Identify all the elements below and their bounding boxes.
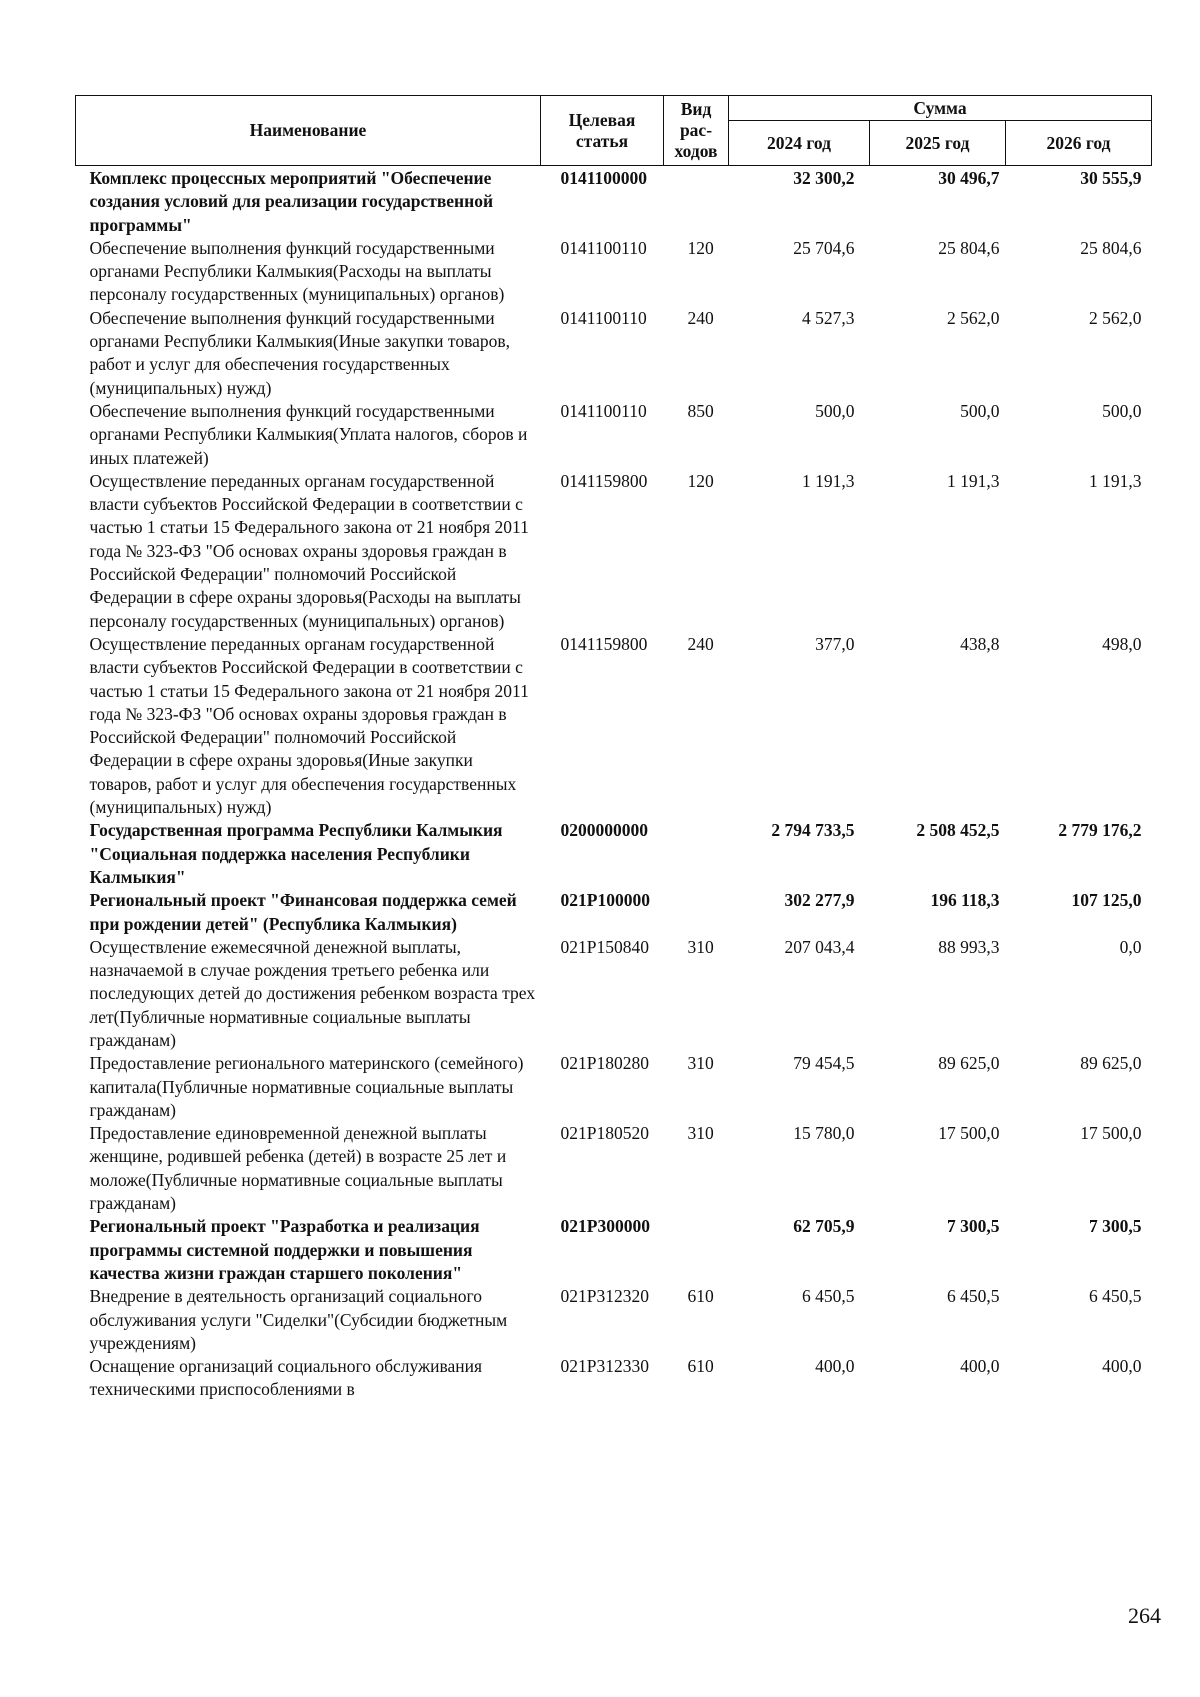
- row-sum-2024: 15 780,0: [793, 1123, 855, 1144]
- table-row: [76, 1052, 1152, 1122]
- row-sum-2024: 377,0: [815, 633, 855, 654]
- row-sum-2026: 107 125,0: [1071, 890, 1142, 911]
- header-name: Наименование: [76, 96, 541, 166]
- row-sum-2026: 2 779 176,2: [1058, 820, 1142, 841]
- table-body: [76, 166, 1152, 1402]
- table-row: [76, 1285, 1152, 1355]
- row-expense-type: 310: [687, 1053, 714, 1074]
- row-name: Предоставление единовременной денежной выплаты женщине, родившей ребенка (детей) в возрасте 25 лет и моложе(Публичные нормативные социальные выплаты гражданам): [89, 1123, 507, 1214]
- row-expense-type: 610: [687, 1286, 714, 1307]
- row-name: Обеспечение выполнения функций государственными органами Республики Калмыкия(Уплата налогов, сборов и иных платежей): [89, 400, 528, 468]
- table-row: [76, 237, 1152, 307]
- table-row: [76, 936, 1152, 1052]
- row-name: Государственная программа Республики Калмыкия "Социальная поддержка населения Республики Калмыкия": [89, 820, 503, 887]
- row-sum-2026: 25 804,6: [1080, 237, 1142, 258]
- row-sum-2026: 498,0: [1102, 633, 1142, 654]
- row-target-article: 0141100000: [560, 168, 648, 188]
- row-expense-type: 610: [687, 1356, 714, 1377]
- row-name: Региональный проект "Финансовая поддержка семей при рождении детей" (Республика Калмыкия): [89, 890, 517, 934]
- row-target-article: 021P180520: [560, 1123, 649, 1144]
- row-sum-2025: 25 804,6: [938, 237, 1000, 258]
- row-sum-2026: 17 500,0: [1080, 1123, 1142, 1144]
- row-expense-type: 120: [687, 237, 714, 258]
- row-sum-2024: 302 277,9: [784, 890, 855, 911]
- header-year-2026: 2026 год: [1006, 121, 1152, 166]
- row-sum-2024: 400,0: [815, 1356, 855, 1377]
- row-name: Комплекс процессных мероприятий "Обеспечение создания условий для реализации государственной программы": [89, 168, 494, 235]
- row-expense-type: [664, 166, 729, 237]
- row-sum-2024: 32 300,2: [793, 168, 855, 188]
- row-name: Осуществление переданных органам государственной власти субъектов Российской Федерации в соответствии с частью 1 статьи 15 Федерального закона от 21 ноября 2011 года № 323-ФЗ "Об основах охраны здоровья граждан в Российской Федерации" полномочий Российской Федерации в сфере охраны здоровья(Расходы на выплаты персоналу государственных (муниципальных) органов): [89, 470, 529, 631]
- row-expense-type: [664, 889, 729, 936]
- table-row: [76, 1122, 1152, 1215]
- row-sum-2024: 62 705,9: [793, 1216, 855, 1237]
- row-sum-2026: 1 191,3: [1089, 470, 1142, 491]
- row-target-article: 021P100000: [560, 890, 650, 911]
- table-row: [76, 889, 1152, 936]
- table-row: [76, 1355, 1152, 1402]
- row-sum-2025: 438,8: [960, 633, 1000, 654]
- row-sum-2024: 2 794 733,5: [771, 820, 855, 841]
- row-target-article: 021P180280: [560, 1053, 649, 1074]
- budget-table: [75, 95, 1152, 1402]
- row-sum-2025: 89 625,0: [938, 1053, 1000, 1074]
- row-target-article: 021P300000: [560, 1216, 650, 1237]
- row-name: Осуществление переданных органам государственной власти субъектов Российской Федерации в соответствии с частью 1 статьи 15 Федерального закона от 21 ноября 2011 года № 323-ФЗ "Об основах охраны здоровья граждан в Российской Федерации" полномочий Российской Федерации в сфере охраны здоровья(Иные закупки товаров, работ и услуг для обеспечения государственных (муниципальных) нужд): [89, 633, 529, 818]
- table-row: [76, 470, 1152, 633]
- row-sum-2024: 79 454,5: [793, 1053, 855, 1074]
- row-sum-2026: 30 555,9: [1080, 168, 1142, 188]
- row-sum-2024: 1 191,3: [802, 470, 855, 491]
- row-sum-2026: 400,0: [1102, 1356, 1142, 1377]
- row-sum-2024: 6 450,5: [802, 1286, 855, 1307]
- table-row: [76, 1215, 1152, 1285]
- row-sum-2025: 88 993,3: [938, 936, 1000, 957]
- row-expense-type: 240: [687, 307, 714, 328]
- row-sum-2025: 2 562,0: [947, 307, 1000, 328]
- table-row: [76, 633, 1152, 819]
- row-target-article: 0141100110: [560, 400, 647, 421]
- table-header: [76, 96, 1152, 166]
- row-sum-2026: 7 300,5: [1089, 1216, 1142, 1237]
- table-row: [76, 819, 1152, 889]
- row-sum-2025: 7 300,5: [947, 1216, 1000, 1237]
- row-sum-2025: 17 500,0: [938, 1123, 1000, 1144]
- row-name: Осуществление ежемесячной денежной выплаты, назначаемой в случае рождения третьего ребенка или последующих детей до достижения ребенком возраста трех лет(Публичные нормативные социальные выплаты гражданам): [89, 936, 536, 1050]
- table-row: [76, 166, 1152, 237]
- header-year-2025: 2025 год: [870, 121, 1006, 166]
- row-target-article: 0141159800: [560, 633, 648, 654]
- row-sum-2024: 25 704,6: [793, 237, 855, 258]
- row-sum-2026: 2 562,0: [1089, 307, 1142, 328]
- row-sum-2024: 500,0: [815, 400, 855, 421]
- row-sum-2026: 0,0: [1119, 936, 1142, 957]
- row-name: Обеспечение выполнения функций государственными органами Республики Калмыкия(Иные закупки товаров, работ и услуг для обеспечения государственных (муниципальных) нужд): [89, 307, 511, 398]
- row-sum-2026: 89 625,0: [1080, 1053, 1142, 1074]
- row-sum-2025: 30 496,7: [938, 168, 1000, 188]
- row-sum-2025: 2 508 452,5: [916, 820, 1000, 841]
- header-sum: Сумма: [729, 96, 1152, 121]
- row-expense-type: 310: [687, 936, 714, 957]
- row-sum-2025: 196 118,3: [930, 890, 1000, 911]
- row-sum-2024: 207 043,4: [784, 936, 855, 957]
- row-expense-type: 850: [687, 400, 714, 421]
- row-expense-type: 310: [687, 1123, 714, 1144]
- row-sum-2025: 500,0: [960, 400, 1000, 421]
- table-row: [76, 307, 1152, 400]
- row-target-article: 0141159800: [560, 470, 648, 491]
- row-sum-2026: 500,0: [1102, 400, 1142, 421]
- row-expense-type: 120: [687, 470, 714, 491]
- row-target-article: 0141100110: [560, 307, 647, 328]
- row-sum-2025: 400,0: [960, 1356, 1000, 1377]
- row-target-article: 0200000000: [560, 820, 648, 841]
- row-expense-type: [664, 1215, 729, 1285]
- header-year-2024: 2024 год: [729, 121, 870, 166]
- page-number: 264: [1128, 1603, 1161, 1628]
- row-name: Внедрение в деятельность организаций социального обслуживания услуги "Сиделки"(Субсидии бюджетным учреждениям): [89, 1286, 508, 1353]
- header-target-article: Целевая статья: [541, 96, 664, 166]
- header-expense-type: Вид рас-ходов: [664, 96, 729, 166]
- row-expense-type: 240: [687, 633, 714, 654]
- row-name: Региональный проект "Разработка и реализация программы системной поддержки и повышения качества жизни граждан старшего поколения": [89, 1216, 480, 1283]
- row-sum-2024: 4 527,3: [802, 307, 855, 328]
- row-target-article: 021P150840: [560, 936, 649, 957]
- row-expense-type: [664, 819, 729, 889]
- row-name: Предоставление регионального материнского (семейного) капитала(Публичные нормативные социальные выплаты гражданам): [89, 1053, 524, 1120]
- row-sum-2025: 6 450,5: [947, 1286, 1000, 1307]
- table-row: [76, 400, 1152, 470]
- row-target-article: 0141100110: [560, 237, 647, 258]
- row-name: Оснащение организаций социального обслуживания техническими приспособлениями в: [89, 1356, 483, 1400]
- row-sum-2025: 1 191,3: [947, 470, 1000, 491]
- row-name: Обеспечение выполнения функций государственными органами Республики Калмыкия(Расходы на выплаты персоналу государственных (муниципальных) органов): [89, 237, 505, 305]
- row-target-article: 021P312320: [560, 1286, 649, 1307]
- row-target-article: 021P312330: [560, 1356, 649, 1377]
- row-sum-2026: 6 450,5: [1089, 1286, 1142, 1307]
